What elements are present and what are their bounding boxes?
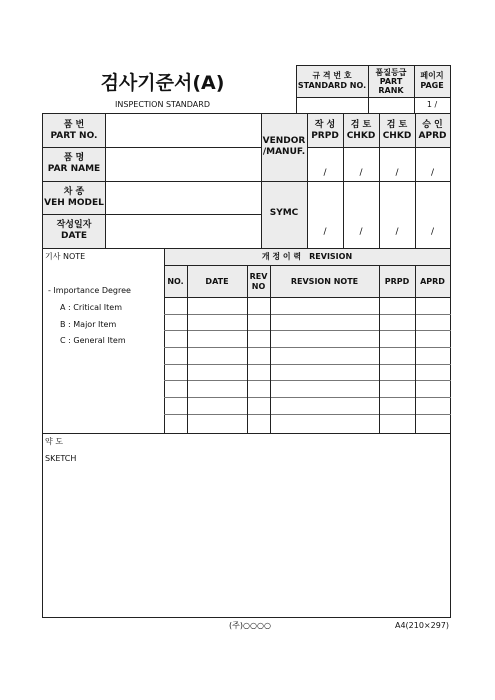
table-row[interactable] — [165, 331, 450, 347]
approval-aprd-en: APRD — [418, 131, 447, 141]
table-row[interactable] — [165, 348, 450, 364]
approval-chkd-en: CHKD — [346, 131, 376, 141]
sketch-title-en: SKETCH — [45, 454, 77, 463]
vendor-line2: /MANUF. — [262, 147, 306, 157]
importance-heading: - Importance Degree — [48, 286, 131, 295]
revision-title-ko: 개 정 이 력 — [261, 252, 302, 261]
importance-item-c: C : General Item — [60, 336, 126, 345]
symc-aprd-sign[interactable]: / — [430, 226, 435, 237]
veh-model-field[interactable] — [106, 182, 261, 215]
revision-title-en: REVISION — [309, 252, 353, 261]
approval-chkd2-en: CHKD — [382, 131, 412, 141]
date-ko: 작성일자 — [56, 220, 92, 230]
page-ko: 페이지 — [420, 71, 444, 80]
vendor-line1: VENDOR — [262, 136, 306, 146]
table-row[interactable] — [165, 365, 450, 381]
vendor-label — [261, 132, 307, 162]
revision-col-no: NO. — [167, 276, 184, 286]
veh-model-ko: 차 종 — [63, 187, 85, 197]
part-rank-ko: 품질등급 — [375, 67, 407, 77]
page-number: 1 / — [426, 100, 438, 109]
importance-item-a: A : Critical Item — [60, 303, 122, 312]
part-name-en: PAR NAME — [47, 164, 101, 174]
part-rank-en2: RANK — [378, 85, 404, 95]
part-rank-en1: PART — [379, 76, 403, 86]
approval-aprd-ko: 승 인 — [422, 120, 443, 130]
page-subtitle: INSPECTION STANDARD — [115, 100, 210, 109]
part-rank-label — [368, 65, 414, 97]
revision-col-rev2: NO — [251, 281, 266, 291]
symc-chkd-sign[interactable]: / — [359, 226, 363, 237]
symc-prpd-sign[interactable]: / — [323, 226, 327, 237]
footer-company: (주)○○○○ — [229, 621, 271, 630]
page-en: PAGE — [420, 81, 444, 90]
part-no-ko: 품 번 — [63, 120, 85, 130]
table-row[interactable] — [165, 381, 450, 397]
revision-col-note: REVSION NOTE — [290, 276, 359, 286]
table-row[interactable] — [165, 315, 450, 331]
table-row[interactable] — [165, 415, 450, 431]
sketch-title-ko: 약 도 — [45, 437, 63, 446]
revision-col-rev — [247, 266, 270, 297]
approval-chkd-header — [343, 116, 379, 146]
vendor-chkd2-sign[interactable]: / — [395, 167, 399, 178]
part-name-field[interactable] — [106, 148, 261, 181]
vendor-chkd-sign[interactable]: / — [359, 167, 363, 178]
part-no-label — [43, 116, 105, 146]
table-row[interactable] — [165, 298, 450, 314]
footer-paper-size: A4(210×297) — [394, 621, 450, 630]
page-title: 검사기준서(A) — [100, 71, 225, 94]
importance-item-b: B : Major Item — [60, 320, 117, 329]
part-no-en: PART NO. — [50, 131, 98, 141]
date-label — [43, 216, 105, 246]
part-name-ko: 품 명 — [63, 153, 85, 163]
symc-chkd2-sign[interactable]: / — [395, 226, 399, 237]
approval-chkd2-ko: 검 토 — [386, 120, 408, 130]
part-name-label — [43, 149, 105, 179]
symc-label: SYMC — [269, 207, 299, 218]
approval-chkd2-header — [379, 116, 415, 146]
revision-col-rev1: REV — [249, 271, 268, 281]
revision-col-prpd: PRPD — [384, 276, 410, 286]
approval-prpd-header — [307, 116, 343, 146]
date-en: DATE — [60, 231, 88, 241]
approval-aprd-header — [415, 116, 450, 146]
revision-col-aprd: APRD — [420, 276, 445, 286]
veh-model-label — [43, 183, 105, 213]
page-label — [414, 66, 450, 96]
sketch-area[interactable] — [43, 470, 450, 616]
part-no-field[interactable] — [106, 114, 261, 147]
standard-no-label — [296, 66, 368, 96]
table-row[interactable] — [165, 398, 450, 414]
approval-prpd-en: PRPD — [311, 131, 339, 141]
standard-no-en: STANDARD NO. — [297, 81, 367, 90]
approval-prpd-ko: 작 성 — [314, 120, 336, 130]
vendor-aprd-sign[interactable]: / — [430, 167, 435, 178]
approval-chkd-ko: 검 토 — [350, 120, 372, 130]
revision-title — [164, 249, 450, 265]
revision-col-date: DATE — [205, 276, 229, 286]
veh-model-en: VEH MODEL — [44, 198, 104, 208]
vendor-prpd-sign[interactable]: / — [323, 167, 327, 178]
standard-no-ko: 규 격 번 호 — [312, 71, 352, 80]
note-title: 기사 NOTE — [45, 252, 86, 261]
date-field[interactable] — [106, 215, 261, 248]
